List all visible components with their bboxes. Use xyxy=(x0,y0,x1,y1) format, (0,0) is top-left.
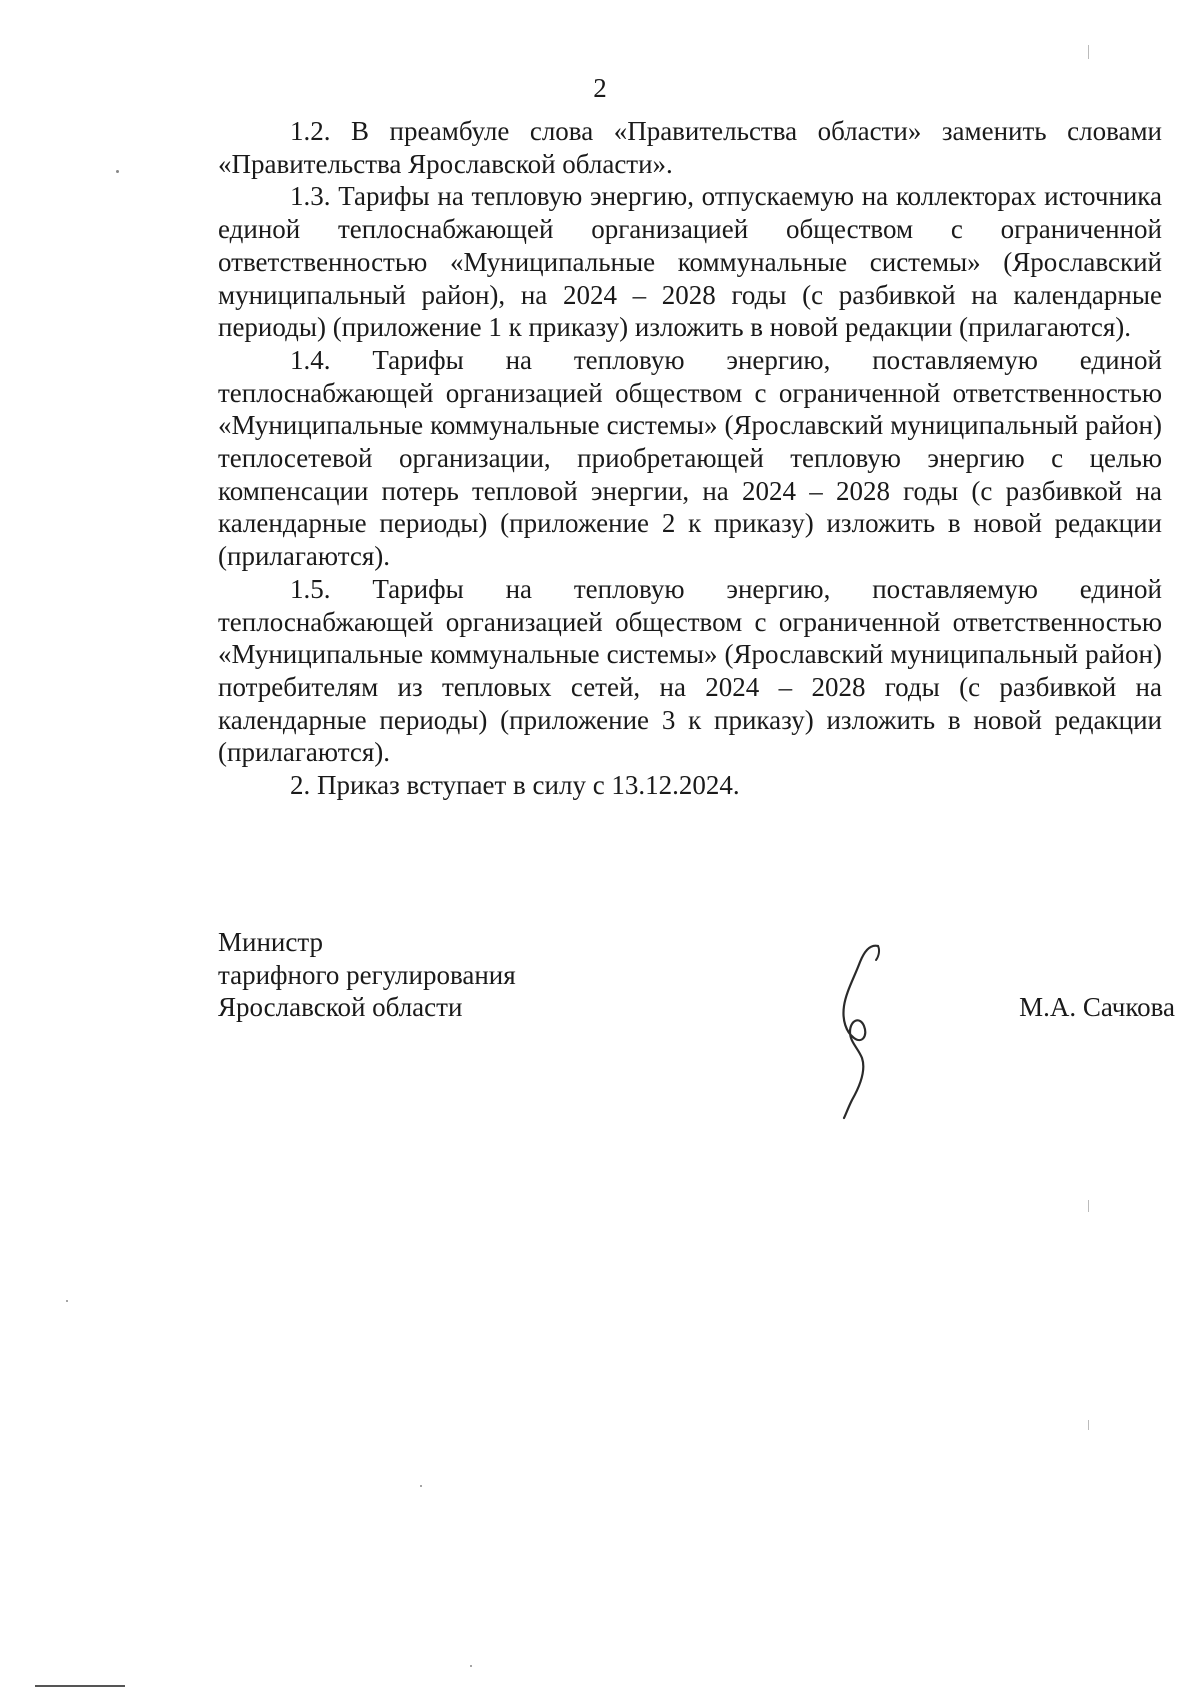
signatory-title-line: Ярославской области xyxy=(218,992,463,1022)
scan-speck xyxy=(470,1665,472,1667)
signatory-title xyxy=(218,926,516,1024)
scan-edge-mark xyxy=(1088,1420,1089,1430)
paragraph-1-2: 1.2. В преамбуле слова «Правительства области» заменить словами «Правительства Ярославской области». xyxy=(218,116,1162,179)
document-body xyxy=(218,115,1162,802)
handwritten-signature xyxy=(820,940,910,1120)
scan-speck xyxy=(116,170,119,173)
paragraph-2: 2. Приказ вступает в силу с 13.12.2024. xyxy=(290,770,740,801)
scan-speck xyxy=(420,1485,422,1487)
scan-edge-mark xyxy=(1088,45,1089,59)
paragraph-1-5: 1.5. Тарифы на тепловую энергию, поставляемую единой теплоснабжающей организацией обществом с ограниченной ответственностью «Муниципальные коммунальные системы» (Ярославский муниципальный район) потребителям из тепловых сетей, на 2024 – 2028 годы (с разбивкой на календарные периоды) (приложение 3 к приказу) изложить в новой редакции (прилагаются). xyxy=(218,573,1162,768)
paragraph-1-3: 1.3. Тарифы на тепловую энергию, отпускаемую на коллекторах источника единой теплоснабжающей организацией обществом с ограниченной ответственностью «Муниципальные коммунальные системы» (Ярославский муниципальный район), на 2024 – 2028 годы (с разбивкой на календарные периоды) (приложение 1 к приказу) изложить в новой редакции (прилагаются). xyxy=(218,181,1162,343)
signatory-name: М.А. Сачкова xyxy=(1019,992,1175,1022)
signatory-title-line: тарифного регулирования xyxy=(218,959,516,990)
paragraph-1-4: 1.4. Тарифы на тепловую энергию, поставляемую единой теплоснабжающей организацией обществом с ограниченной ответственностью «Муниципальные коммунальные системы» (Ярославский муниципальный район) теплосетевой организации, приобретающей тепловую энергию с целью компенсации потерь тепловой энергии, на 2024 – 2028 годы (с разбивкой на календарные периоды) (приложение 2 к приказу) изложить в новой редакции (прилагаются). xyxy=(218,344,1162,572)
scan-speck xyxy=(66,1300,68,1302)
signatory-title-line: Министр xyxy=(218,927,323,957)
page-number: 2 xyxy=(593,73,607,103)
scan-bottom-rule xyxy=(35,1685,125,1687)
scan-edge-mark xyxy=(1088,1200,1089,1212)
